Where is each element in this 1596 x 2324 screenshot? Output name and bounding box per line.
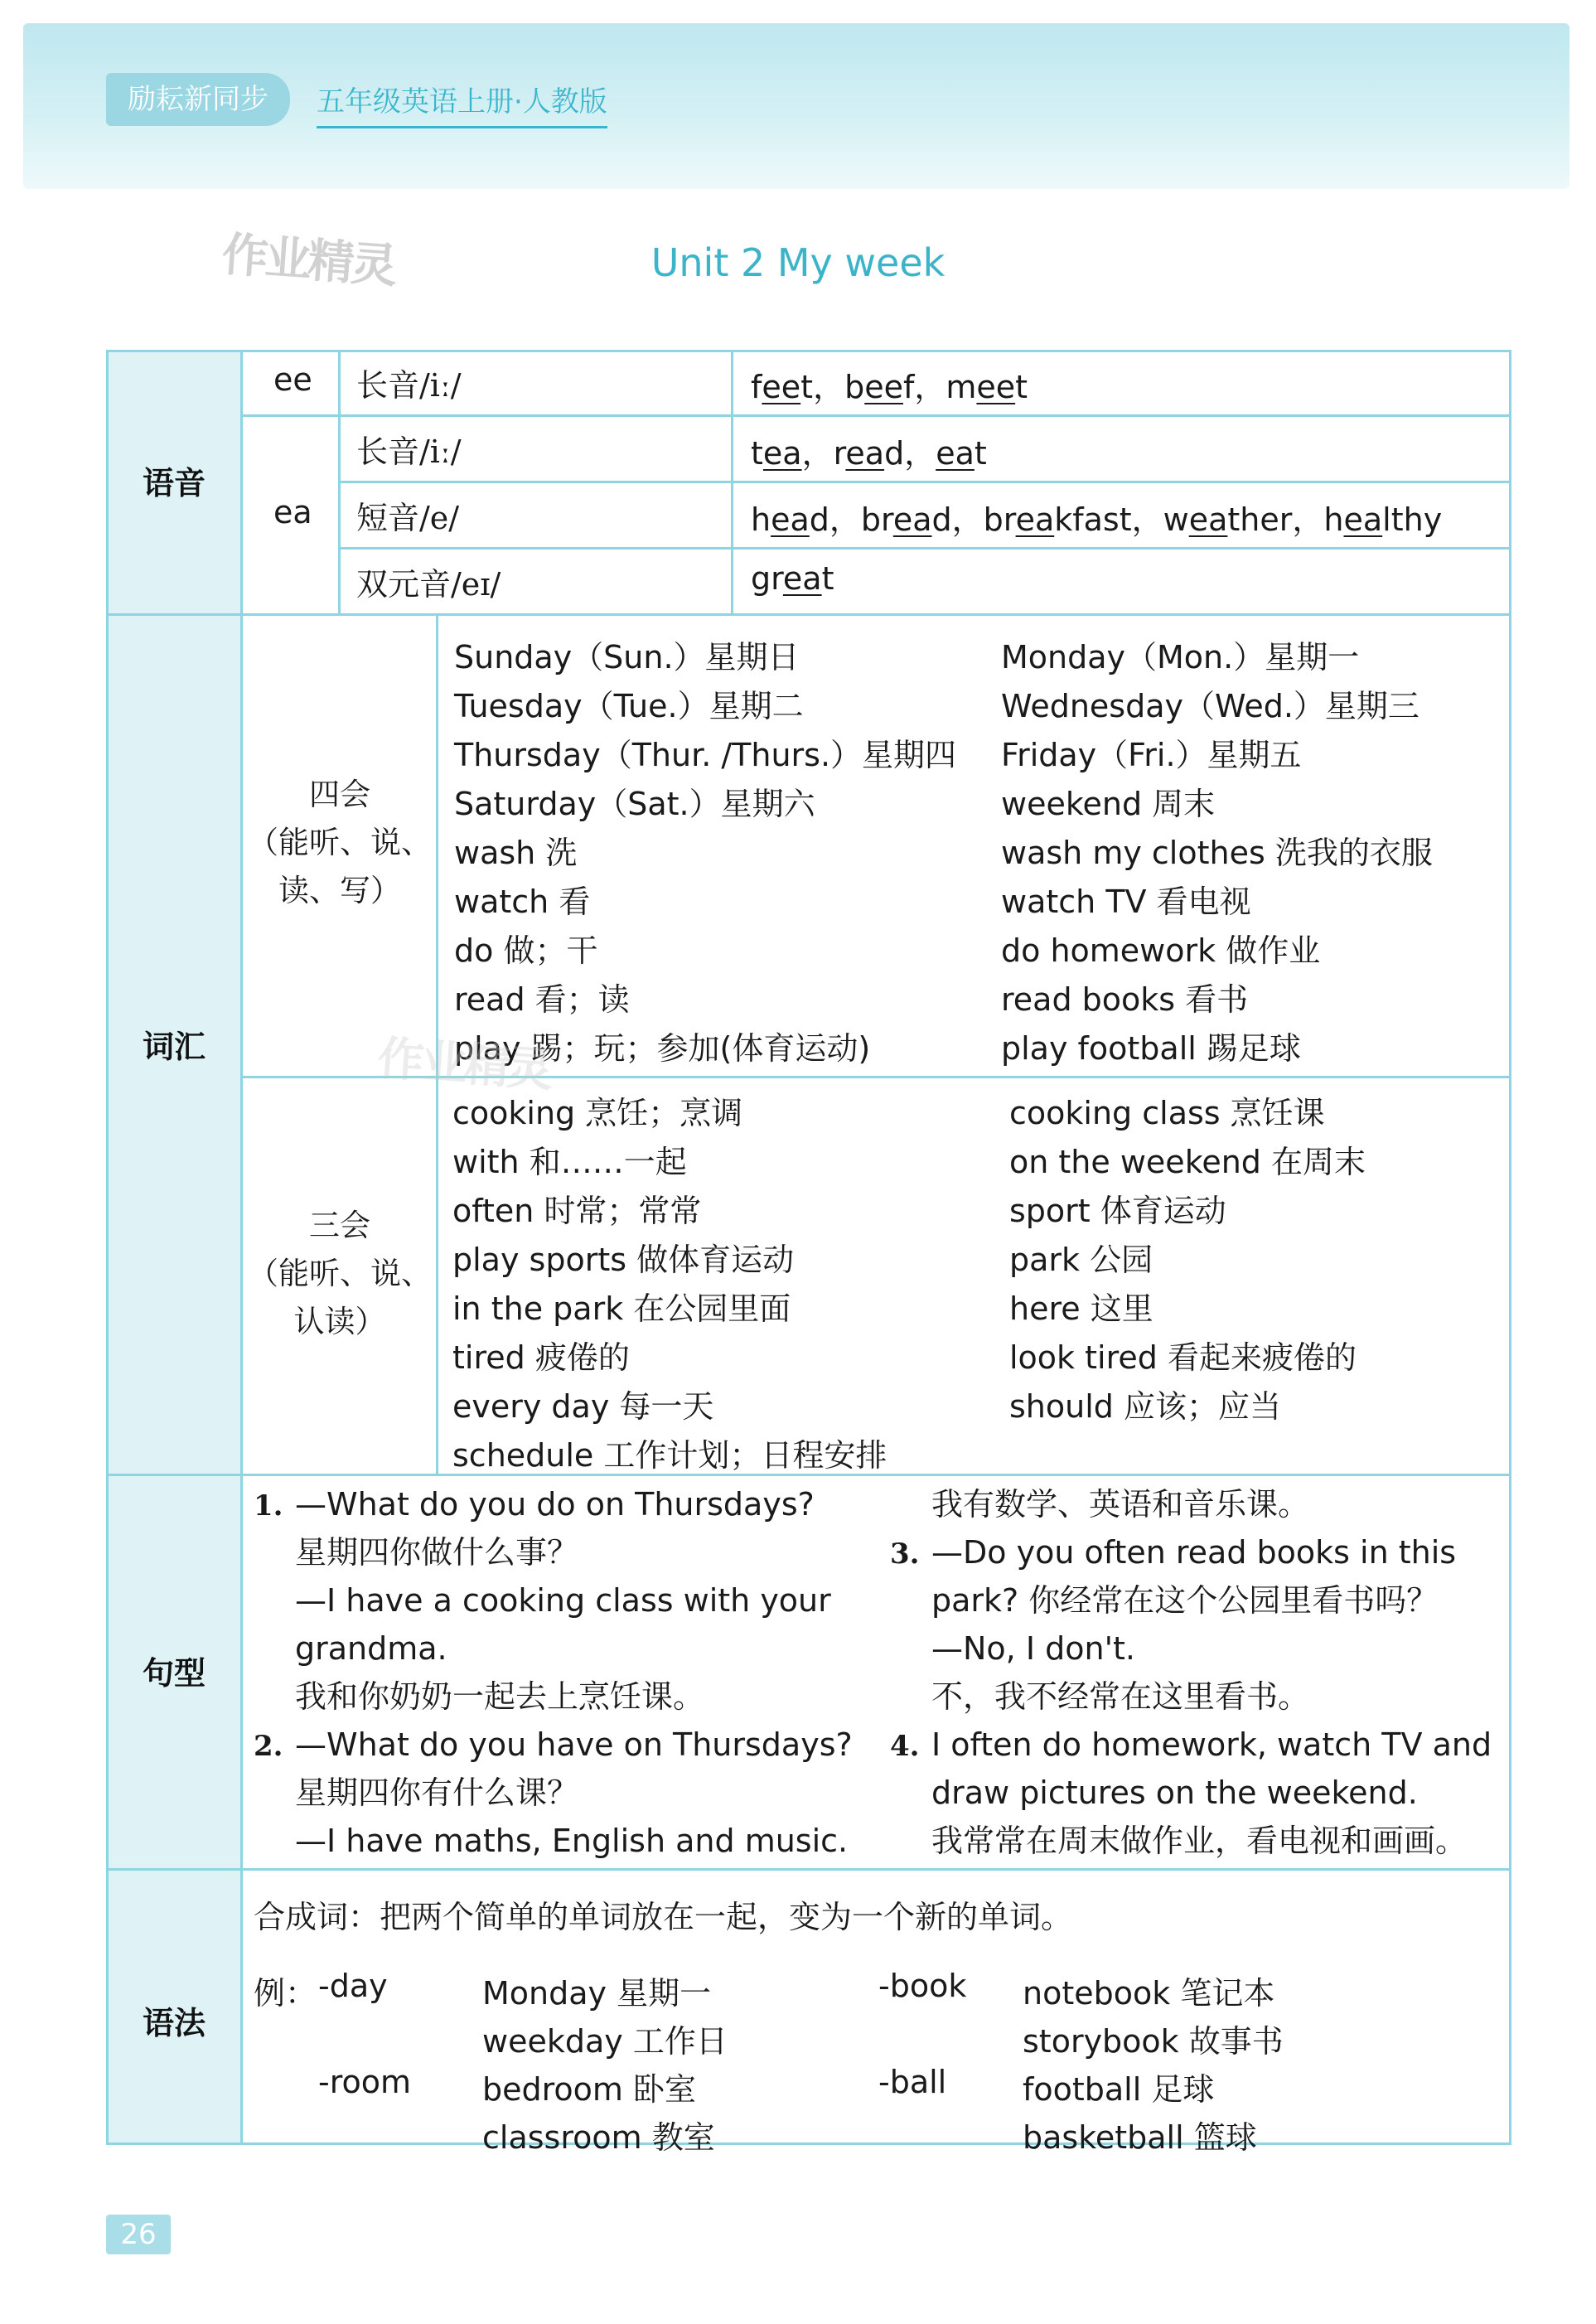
grammar-suffix: -book — [878, 1968, 967, 2004]
label-line: 读、写） — [278, 873, 401, 908]
sentence-line — [890, 1721, 920, 1770]
grammar-suffix: -ball — [878, 2064, 947, 2100]
page-number: 26 — [106, 2215, 171, 2254]
vocab-item: play football 踢足球 — [1001, 1030, 1301, 1067]
sentence-line: park? 你经常在这个公园里看书吗？ — [931, 1582, 1439, 1619]
sentence-line: —I have a cooking class with your — [295, 1582, 831, 1619]
label-line: 三会 — [309, 1208, 370, 1243]
phonics-word: bread — [860, 501, 952, 538]
label-line: 四会 — [309, 777, 370, 812]
grammar-suffix: -room — [318, 2064, 412, 2100]
series-tag: 励耘新同步 — [106, 73, 290, 126]
phonics-word: breakfast — [983, 501, 1132, 538]
grammar-word: classroom 教室 — [482, 2119, 715, 2156]
vocab-item: read books 看书 — [1001, 981, 1249, 1018]
vocab-item: wash my clothes 洗我的衣服 — [1001, 835, 1433, 871]
divider — [338, 547, 1511, 550]
vocab-item: in the park 在公园里面 — [452, 1290, 791, 1327]
sentence-number: 2. — [254, 1730, 283, 1763]
vocab-item: read 看；读 — [454, 981, 630, 1018]
divider — [240, 414, 1511, 417]
section-sentences-label: 句型 — [142, 1655, 206, 1692]
grammar-suffix: -day — [318, 1968, 388, 2004]
grammar-word: notebook 笔记本 — [1023, 1975, 1275, 2012]
vocab-item: Wednesday（Wed.）星期三 — [1001, 688, 1419, 724]
sentence-number: 4. — [890, 1730, 920, 1763]
vocab-item: weekend 周末 — [1001, 786, 1216, 822]
sentence-line: —What do you do on Thursdays? — [295, 1486, 815, 1523]
sentence-line: —What do you have on Thursdays? — [295, 1726, 853, 1763]
phonics-word: head — [751, 501, 829, 538]
phonics-word: beef — [844, 369, 915, 405]
divider — [338, 481, 1511, 483]
vocab-item: every day 每一天 — [452, 1388, 714, 1425]
section-phonics-label: 语音 — [142, 465, 206, 501]
phonics-sound: 长音/iː/ — [356, 433, 462, 470]
grammar-word: basketball 篮球 — [1023, 2119, 1257, 2156]
sentence-line: 星期四你做什么事？ — [295, 1534, 579, 1571]
phonics-words-ea-diph — [751, 560, 834, 597]
watermark: 作业精灵 — [375, 1031, 552, 1098]
sentence-line: 我和你奶奶一起去上烹饪课。 — [295, 1678, 705, 1715]
phonics-words-ee: feet，beef，meet — [751, 369, 1028, 405]
phonics-word: weather — [1163, 501, 1293, 538]
vocab-item: play sports 做体育运动 — [452, 1242, 795, 1278]
vocab-item: do homework 做作业 — [1001, 932, 1321, 969]
sentence-line: 不，我不经常在这里看书。 — [931, 1678, 1310, 1715]
watermark: 作业精灵 — [220, 227, 396, 294]
phonics-word: feet — [751, 369, 814, 405]
book-title: 五年级英语上册·人教版 — [317, 80, 607, 128]
phonics-sound: 短音/e/ — [356, 500, 460, 536]
vocab-item: Tuesday（Tue.）星期二 — [454, 688, 804, 724]
grammar-intro: 合成词：把两个简单的单词放在一起，变为一个新的单词。 — [254, 1899, 1073, 1935]
phonics-word: eat — [936, 435, 987, 472]
sentence-line — [254, 1721, 283, 1770]
vocab-item: on the weekend 在周末 — [1009, 1144, 1366, 1180]
sentence-line: 星期四你有什么课？ — [295, 1774, 579, 1811]
sentence-line: draw pictures on the weekend. — [931, 1774, 1418, 1811]
section-grammar-label: 语法 — [142, 2005, 206, 2041]
vocab-item: schedule 工作计划；日程安排 — [452, 1437, 887, 1474]
vocab-item: play 踢；玩；参加(体育运动) — [454, 1030, 871, 1067]
vocab-item: Thursday（Thur. /Thurs.）星期四 — [454, 737, 957, 773]
label-line: （能听、说、 — [248, 1256, 432, 1291]
sentence-number: 3. — [890, 1537, 920, 1571]
vocab-item: Friday（Fri.）星期五 — [1001, 737, 1302, 773]
phonics-words-ea-long: tea，read，eat — [751, 435, 987, 472]
vocab-item: cooking class 烹饪课 — [1009, 1095, 1325, 1131]
sentence-number: 1. — [254, 1489, 283, 1523]
vocab-item: park 公园 — [1009, 1242, 1153, 1278]
label-line: 认读） — [293, 1304, 386, 1339]
phonics-ea: ea — [273, 494, 312, 530]
grammar-word: weekday 工作日 — [482, 2023, 728, 2060]
grammar-word: football 足球 — [1023, 2071, 1215, 2108]
vocab-item: here 这里 — [1009, 1290, 1153, 1327]
phonics-sound: 长音/iː/ — [356, 367, 462, 404]
vocab-item: often 时常；常常 — [452, 1193, 702, 1229]
sentence-line: —No, I don't. — [931, 1630, 1135, 1667]
phonics-ee: ee — [273, 361, 312, 398]
divider — [106, 613, 1511, 616]
vocab-item: tired 疲倦的 — [452, 1339, 630, 1376]
unit-title: Unit 2 My week — [650, 240, 946, 285]
grammar-word: storybook 故事书 — [1023, 2023, 1284, 2060]
vocab-item: watch TV 看电视 — [1001, 884, 1251, 920]
phonics-word: read — [833, 435, 905, 472]
vocab-item: look tired 看起来疲倦的 — [1009, 1339, 1357, 1376]
divider — [106, 1868, 1511, 1871]
sentence-line: 我有数学、英语和音乐课。 — [931, 1486, 1310, 1523]
vocab-three-label — [242, 1202, 438, 1346]
vocab-item: watch 看 — [454, 884, 591, 920]
section-vocab-label: 词汇 — [142, 1029, 206, 1065]
vocab-item: wash 洗 — [454, 835, 578, 871]
grammar-word: Monday 星期一 — [482, 1975, 712, 2012]
vocab-item: should 应该；应当 — [1009, 1388, 1281, 1425]
vocab-item: cooking 烹饪；烹调 — [452, 1095, 743, 1131]
vocab-item: with 和……一起 — [452, 1144, 687, 1180]
phonics-sound: 双元音/eɪ/ — [356, 566, 501, 603]
label-line: （能听、说、 — [248, 825, 432, 860]
phonics-word: meet — [946, 369, 1028, 405]
phonics-word: tea — [751, 435, 802, 472]
sentence-line: —Do you often read books in this — [931, 1534, 1457, 1571]
sentence-line: 我常常在周末做作业，看电视和画画。 — [931, 1823, 1468, 1859]
vocab-item: Monday（Mon.）星期一 — [1001, 639, 1360, 675]
sentence-line — [890, 1528, 920, 1578]
grammar-word: bedroom 卧室 — [482, 2071, 697, 2108]
phonics-word: great — [751, 560, 834, 597]
sentence-line — [254, 1480, 283, 1530]
vocab-item: sport 体育运动 — [1009, 1193, 1226, 1229]
grammar-example-prefix: 例： — [254, 1975, 317, 2012]
sentence-line: grandma. — [295, 1630, 447, 1667]
phonics-word: healthy — [1323, 501, 1443, 538]
phonics-words-ea-short: head，bread，breakfast，weather，healthy — [751, 501, 1443, 538]
sentence-line: —I have maths, English and music. — [295, 1823, 849, 1859]
vocab-item: Saturday（Sat.）星期六 — [454, 786, 815, 822]
vocab-item: do 做；干 — [454, 932, 598, 969]
vocab-four-label — [242, 771, 438, 915]
sentence-line: I often do homework, watch TV and — [931, 1726, 1492, 1763]
vocab-item: Sunday（Sun.）星期日 — [454, 639, 800, 675]
